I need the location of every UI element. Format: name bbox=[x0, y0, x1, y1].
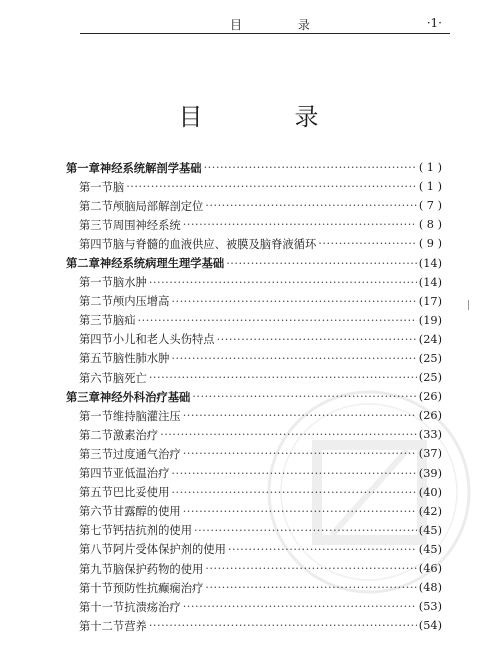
toc-entry-page: (39) bbox=[418, 466, 442, 480]
toc-entry-number: 第二节 bbox=[79, 428, 113, 442]
toc-entry-page: (45) bbox=[418, 542, 442, 556]
toc-entry-number: 第一节 bbox=[79, 276, 113, 290]
toc-section-entry bbox=[66, 597, 442, 616]
toc-entry-page: ( 1 ) bbox=[418, 161, 442, 175]
toc-entry-number: 第二章 bbox=[66, 256, 100, 271]
toc-entry-number: 第一节 bbox=[79, 180, 113, 194]
toc-section-entry bbox=[66, 177, 442, 196]
toc-entry-title: 脑性肺水肿 bbox=[112, 352, 170, 366]
toc-leader-dots bbox=[160, 428, 417, 441]
toc-section-entry bbox=[66, 196, 442, 215]
toc-entry-title: 神经系统解剖学基础 bbox=[99, 160, 202, 175]
toc-entry-title: 抗溃疡治疗 bbox=[124, 600, 181, 614]
toc-entry-page: ( 8 ) bbox=[418, 218, 442, 232]
toc-entry-title: 维持脑灌注压 bbox=[112, 409, 181, 423]
toc-entry-page: (40) bbox=[418, 485, 442, 499]
toc-section-entry bbox=[66, 215, 442, 234]
page-title: 目 录 bbox=[178, 103, 353, 131]
toc-entry-number: 第六节 bbox=[79, 371, 113, 385]
toc-leader-dots bbox=[205, 581, 417, 594]
toc-leader-dots bbox=[183, 218, 417, 231]
toc-leader-dots bbox=[138, 314, 417, 327]
toc-entry-page: (48) bbox=[418, 581, 442, 595]
toc-entry-title: 脑死亡 bbox=[112, 371, 147, 385]
toc-section-entry bbox=[66, 368, 442, 387]
toc-entry-page: (26) bbox=[418, 390, 442, 404]
toc-leader-dots bbox=[171, 295, 416, 308]
toc-section-entry bbox=[66, 464, 442, 483]
toc-entry-page: ( 7 ) bbox=[418, 199, 442, 213]
toc-entry-page: ( 9 ) bbox=[418, 237, 442, 251]
toc-chapter-entry bbox=[66, 253, 442, 272]
toc-section-entry bbox=[66, 406, 442, 425]
toc-entry-title: 激素治疗 bbox=[112, 428, 159, 442]
toc-entry-number: 第七节 bbox=[79, 524, 113, 538]
toc-leader-dots bbox=[228, 543, 417, 556]
toc-section-entry bbox=[66, 234, 442, 253]
toc-entry-number: 第十二节 bbox=[79, 619, 125, 633]
toc-entry-title: 小儿和老人头伤特点 bbox=[112, 333, 215, 347]
toc-entry-number: 第二节 bbox=[79, 199, 113, 213]
toc-section-entry bbox=[66, 616, 442, 635]
toc-section-entry bbox=[66, 330, 442, 349]
toc-leader-dots bbox=[192, 390, 417, 403]
toc-entry-page: (46) bbox=[418, 562, 442, 576]
toc-entry-number: 第八节 bbox=[79, 543, 113, 557]
toc-entry-number: 第十节 bbox=[79, 581, 113, 595]
toc-entry-number: 第三节 bbox=[79, 314, 113, 328]
toc-leader-dots bbox=[318, 237, 417, 250]
margin-mark bbox=[468, 300, 469, 310]
header-rule bbox=[80, 33, 450, 34]
toc-entry-page: (33) bbox=[418, 428, 442, 442]
toc-leader-dots bbox=[183, 409, 417, 422]
toc-section-entry bbox=[66, 444, 442, 463]
toc-entry-number: 第五节 bbox=[79, 352, 113, 366]
toc-entry-number: 第五节 bbox=[79, 486, 113, 500]
toc-entry-page: (17) bbox=[418, 294, 442, 308]
toc-section-entry bbox=[66, 483, 442, 502]
toc-entry-title: 亚低温治疗 bbox=[112, 467, 170, 481]
toc-entry-number: 第六节 bbox=[79, 505, 113, 519]
toc-entry-title: 神经外科治疗基础 bbox=[99, 389, 191, 404]
toc-leader-dots bbox=[183, 447, 417, 460]
toc-entry-title: 颅脑局部解剖定位 bbox=[112, 199, 204, 213]
toc-section-entry bbox=[66, 292, 442, 311]
toc-chapter-entry bbox=[66, 387, 442, 406]
toc-entry-title: 周围神经系统 bbox=[112, 218, 181, 232]
toc-entry-number: 第一章 bbox=[66, 160, 100, 175]
toc-section-entry bbox=[66, 311, 442, 330]
toc-section-entry bbox=[66, 521, 442, 540]
toc-leader-dots bbox=[194, 524, 417, 537]
toc-leader-dots bbox=[217, 333, 417, 346]
toc-entry-page: (14) bbox=[418, 256, 442, 270]
toc-entry-number: 第四节 bbox=[79, 237, 113, 251]
toc-leader-dots bbox=[183, 505, 417, 518]
toc-section-entry bbox=[66, 540, 442, 559]
toc-entry-title: 营养 bbox=[124, 619, 147, 633]
toc-entry-title: 颅内压增高 bbox=[112, 295, 170, 309]
toc-entry-title: 脑与脊髓的血液供应、被膜及脑脊液循环 bbox=[112, 237, 317, 251]
toc-entry-title: 脑疝 bbox=[112, 314, 136, 328]
toc-entry-title: 阿片受体保护剂的使用 bbox=[112, 543, 226, 557]
page-number: ·1· bbox=[426, 16, 442, 30]
toc-leader-dots bbox=[204, 161, 417, 174]
running-header bbox=[80, 14, 450, 34]
toc-entry-number: 第三章 bbox=[66, 389, 100, 404]
toc-section-entry bbox=[66, 502, 442, 521]
toc-entry-page: (19) bbox=[418, 313, 442, 327]
toc-section-entry bbox=[66, 349, 442, 368]
toc-leader-dots bbox=[149, 619, 417, 632]
toc-leader-dots bbox=[205, 199, 417, 212]
toc-entry-title: 巴比妥使用 bbox=[112, 486, 170, 500]
toc-leader-dots bbox=[171, 486, 416, 499]
table-of-contents bbox=[66, 158, 442, 635]
toc-section-entry bbox=[66, 559, 442, 578]
toc-leader-dots bbox=[149, 371, 417, 384]
running-header-title: 目 录 bbox=[230, 18, 336, 32]
toc-entry-page: (53) bbox=[418, 600, 442, 614]
toc-entry-number: 第二节 bbox=[79, 295, 113, 309]
toc-entry-page: (14) bbox=[418, 275, 442, 289]
toc-leader-dots bbox=[171, 352, 416, 365]
toc-entry-page: (24) bbox=[418, 332, 442, 346]
toc-leader-dots bbox=[205, 562, 417, 575]
toc-leader-dots bbox=[226, 257, 417, 270]
toc-leader-dots bbox=[149, 276, 417, 289]
toc-entry-number: 第三节 bbox=[79, 447, 113, 461]
toc-leader-dots bbox=[183, 600, 417, 613]
toc-entry-title: 神经系统病理生理学基础 bbox=[99, 256, 225, 271]
toc-entry-page: (26) bbox=[418, 409, 442, 423]
toc-entry-page: (37) bbox=[418, 447, 442, 461]
toc-section-entry bbox=[66, 578, 442, 597]
toc-entry-page: (54) bbox=[418, 619, 442, 633]
toc-entry-page: (25) bbox=[418, 351, 442, 365]
toc-entry-number: 第一节 bbox=[79, 409, 113, 423]
toc-entry-number: 第九节 bbox=[79, 562, 113, 576]
toc-entry-page: ( 1 ) bbox=[418, 180, 442, 194]
toc-entry-title: 预防性抗癫痫治疗 bbox=[112, 581, 204, 595]
toc-entry-title: 脑水肿 bbox=[112, 276, 147, 290]
toc-entry-number: 第三节 bbox=[79, 218, 113, 232]
toc-entry-title: 脑 bbox=[112, 180, 125, 194]
toc-entry-title: 甘露醇的使用 bbox=[112, 505, 181, 519]
toc-chapter-entry bbox=[66, 158, 442, 177]
toc-entry-number: 第四节 bbox=[79, 467, 113, 481]
toc-section-entry bbox=[66, 425, 442, 444]
toc-leader-dots bbox=[126, 180, 417, 193]
toc-entry-title: 脑保护药物的使用 bbox=[112, 562, 204, 576]
toc-entry-number: 第四节 bbox=[79, 333, 113, 347]
toc-entry-page: (45) bbox=[418, 523, 442, 537]
toc-entry-number: 第十一节 bbox=[79, 600, 125, 614]
toc-entry-title: 过度通气治疗 bbox=[112, 447, 181, 461]
toc-leader-dots bbox=[171, 467, 416, 480]
toc-section-entry bbox=[66, 273, 442, 292]
toc-entry-page: (42) bbox=[418, 504, 442, 518]
toc-entry-page: (25) bbox=[418, 371, 442, 385]
toc-entry-title: 钙拮抗剂的使用 bbox=[112, 524, 192, 538]
